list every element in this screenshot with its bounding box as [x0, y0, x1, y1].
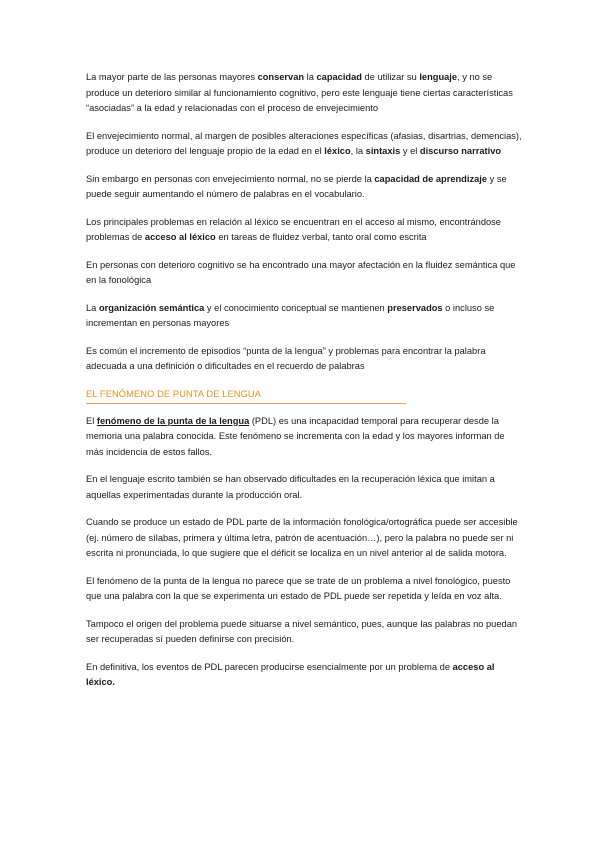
text-run: (PDL) es una incapacidad temporal para recuperar desde la memoria una palabra conocida. Este fenómeno se incrementa con la edad y los mayores informan de más incidencia de estos fallos.	[86, 415, 505, 457]
text-run: la	[304, 72, 317, 82]
text-run: En personas con deterioro cognitivo se ha encontrado una mayor afectación en la fluidez semántica que en la fonológica	[86, 259, 516, 285]
paragraph	[86, 617, 524, 648]
text-run: Es común el incremento de episodios “punta de la lengua” y problemas para encontrar la palabra adecuada a una definición o dificultades en el recuerdo de palabras	[86, 345, 486, 371]
text-run: y el	[400, 146, 420, 156]
text-run: En el lenguaje escrito también se han observado dificultades en la recuperación léxica que imitan a aquellas experimentadas durante la producción oral.	[86, 474, 495, 500]
text-run: En definitiva, los eventos de PDL parecen producirse esencialmente por un problema de	[86, 661, 453, 672]
paragraph	[86, 472, 524, 503]
text-run: y el conocimiento conceptual se mantienen	[204, 302, 388, 313]
intro-paragraphs	[86, 70, 524, 375]
paragraph	[86, 258, 524, 289]
paragraph	[86, 215, 524, 246]
text-run: Tampoco el origen del problema puede situarse a nivel semántico, pues, aunque las palabras no puedan ser recuperadas sí pueden definirse con precisión.	[86, 618, 518, 644]
text-run: El fenómeno de la punta de la lengua no parece que se trate de un problema a nivel fonológico, puesto que una palabra con la que se experimenta un estado de PDL puede ser repetida y leída en voz alta.	[86, 575, 511, 601]
text-run: en tareas de fluidez verbal, tanto oral como escrita	[215, 232, 427, 242]
paragraph	[86, 129, 524, 160]
text-run: y se puede seguir aumentando el número de palabras en el vocabulario.	[86, 173, 507, 199]
text-run: , y no se produce un deterioro similar al funcionamiento cognitivo, pero este lenguaje tiene ciertas características “asociadas” a la edad y relacionadas con el proceso de envejecimiento	[86, 72, 513, 113]
bold-term: lenguaje	[419, 72, 458, 82]
document-body	[86, 70, 524, 703]
paragraph	[86, 172, 524, 203]
bold-term: preservados	[387, 302, 443, 313]
text-run: o incluso se incrementan en personas mayores	[86, 302, 495, 328]
text-run: de utilizar su	[361, 72, 420, 82]
bold-term: conservan	[257, 72, 305, 82]
section-heading: EL FENÓMENO DE PUNTA DE LENGUA	[86, 387, 406, 404]
paragraph	[86, 574, 524, 605]
bold-term: acceso al léxico.	[86, 661, 495, 687]
bold-term: capacidad de aprendizaje	[374, 173, 488, 184]
bold-term: acceso al léxico	[144, 232, 216, 242]
paragraph	[86, 70, 524, 117]
section-paragraphs	[86, 414, 524, 691]
paragraph	[86, 660, 524, 691]
text-run: Sin embargo en personas con envejecimiento normal, no se pierde la	[86, 173, 375, 184]
text-run: El envejecimiento normal, al margen de posibles alteraciones específicas (afasias, disartrias, demencias), produce un deterioro del lenguaje propio de la edad en el	[86, 130, 522, 156]
text-run: La mayor parte de las personas mayores	[86, 72, 258, 82]
bold-term: sintaxis	[365, 146, 401, 156]
bold-term: organización semántica	[98, 302, 205, 313]
text-run: El	[86, 415, 97, 426]
text-run: , la	[350, 146, 366, 156]
paragraph	[86, 344, 524, 375]
paragraph	[86, 515, 524, 562]
bold-term: capacidad	[316, 72, 362, 82]
paragraph	[86, 414, 524, 461]
bold-term: discurso narrativo	[419, 146, 502, 156]
paragraph	[86, 301, 524, 332]
bold-term: léxico	[324, 146, 351, 156]
underlined-term: fenómeno de la punta de la lengua	[96, 415, 250, 426]
text-run: Cuando se produce un estado de PDL parte de la información fonológica/ortográfica puede ser accesible (ej. número de sílabas, primera y última letra, patrón de acentuación…), pero la palabra no puede ser ni escrita ni pronunciada, lo que sugiere que el déficit se localiza en un nivel anterior al de salida motora.	[86, 517, 518, 558]
text-run: La	[86, 302, 99, 313]
text-run: Los principales problemas en relación al léxico se encuentran en el acceso al mismo, encontrándose problemas de	[86, 216, 501, 242]
